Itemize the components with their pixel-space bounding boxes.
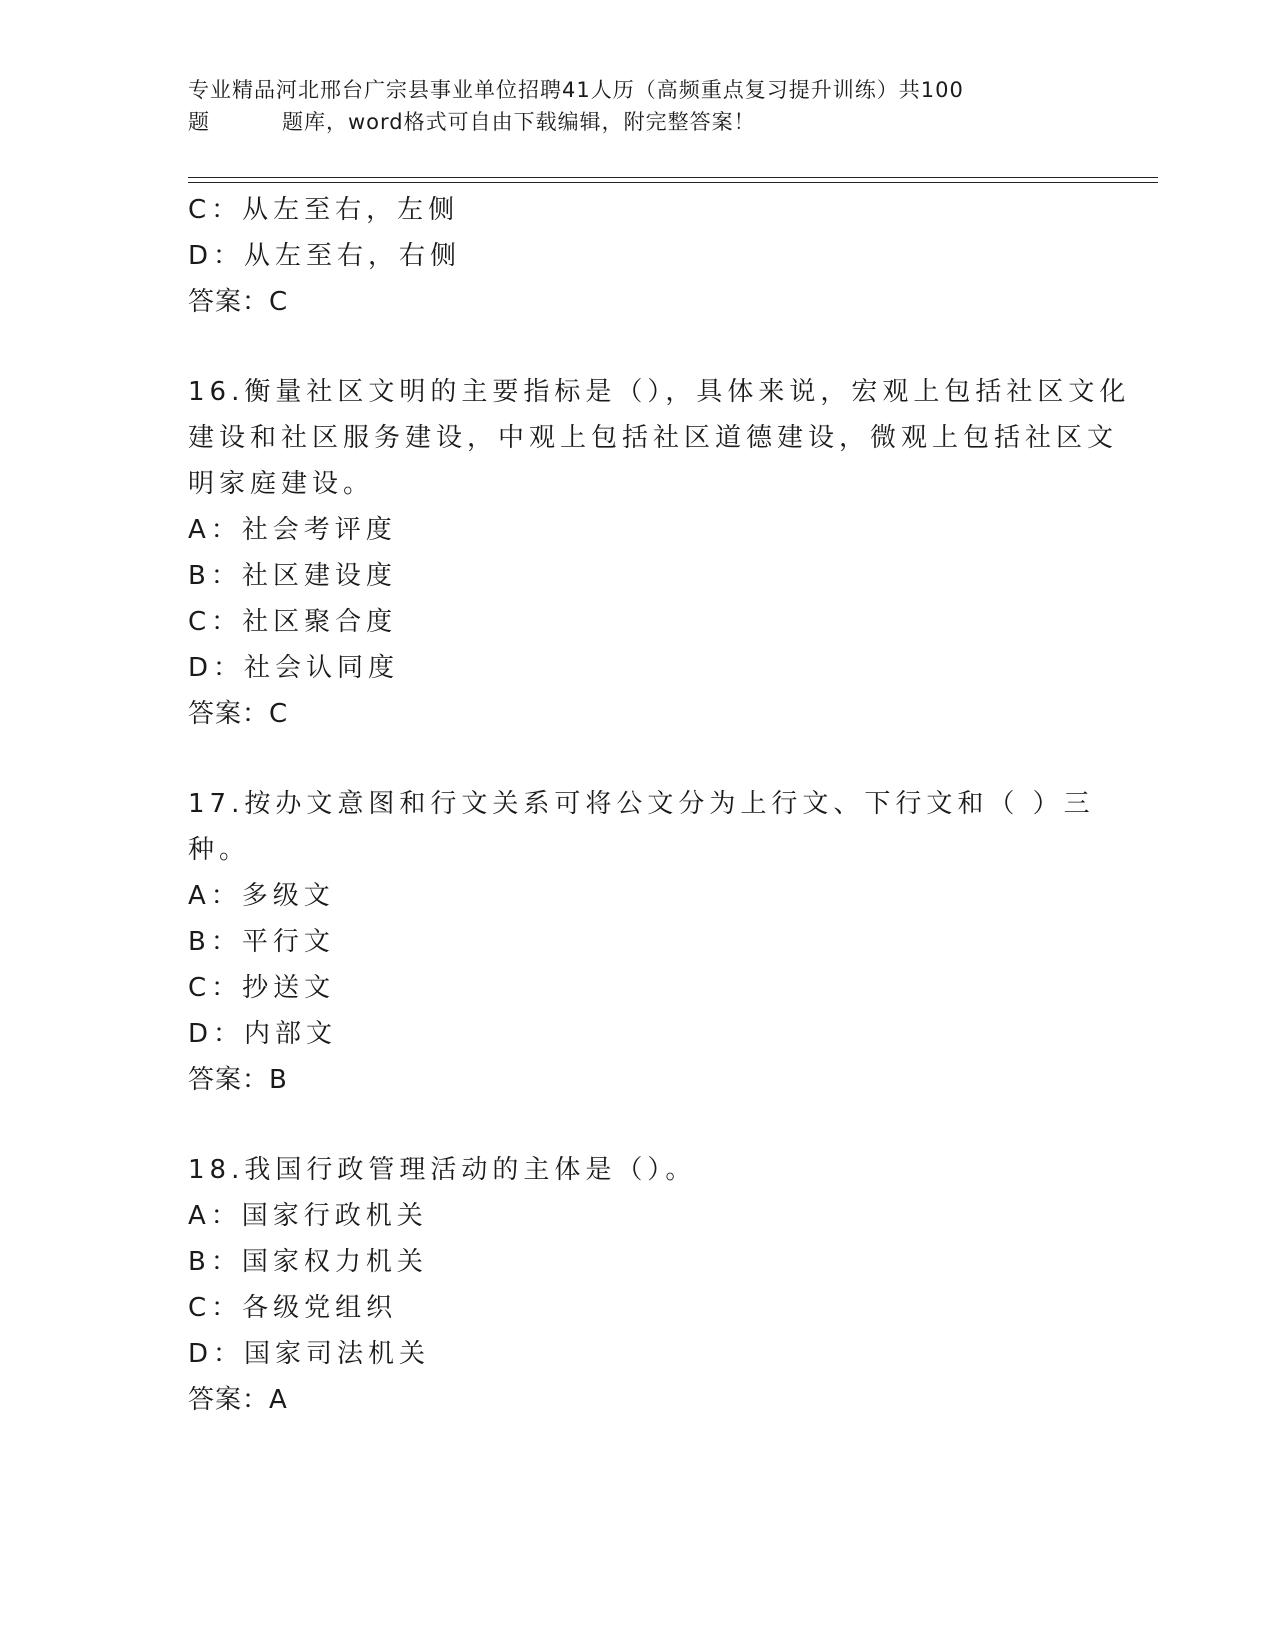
option-c: C：各级党组织 xyxy=(188,1293,398,1323)
option-b: B：平行文 xyxy=(188,927,335,957)
spacer xyxy=(188,325,1088,369)
answer-line: 答案：A xyxy=(188,1385,288,1415)
option-b: B：国家权力机关 xyxy=(188,1247,428,1277)
option-c: C：从左至右，左侧 xyxy=(188,195,460,225)
header-gap xyxy=(210,106,282,138)
page-header xyxy=(188,74,1088,138)
question-17 xyxy=(188,781,1095,1103)
question-stem-line: 17.按办文意图和行文关系可将公文分为上行文、下行文和（ ）三 xyxy=(188,789,1095,819)
question-stem-line: 建设和社区服务建设，中观上包括社区道德建设，微观上包括社区文 xyxy=(188,423,1119,453)
option-a: A：国家行政机关 xyxy=(188,1201,428,1231)
option-a: A：社会考评度 xyxy=(188,515,397,545)
question-18 xyxy=(188,1147,1088,1423)
question-16 xyxy=(188,369,1131,737)
header-divider-bottom xyxy=(188,182,1158,183)
header-title-line-1: 专业精品河北邢台广宗县事业单位招聘41人历（高频重点复习提升训练）共100 xyxy=(188,78,964,102)
option-b: B：社区建设度 xyxy=(188,561,397,591)
option-c: C：抄送文 xyxy=(188,973,336,1003)
header-line-2-left: 题 xyxy=(188,110,210,134)
header-divider-top xyxy=(188,177,1158,178)
option-d: D：从左至右，右侧 xyxy=(188,241,462,271)
option-d: D：内部文 xyxy=(188,1019,338,1049)
continued-question xyxy=(188,187,1088,325)
question-stem-line: 16.衡量社区文明的主要指标是（），具体来说，宏观上包括社区文化 xyxy=(188,377,1131,407)
question-stem-line: 18.我国行政管理活动的主体是（）。 xyxy=(188,1155,697,1185)
option-d: D：社会认同度 xyxy=(188,653,400,683)
answer-line: 答案：C xyxy=(188,287,289,317)
question-stem-line: 种。 xyxy=(188,835,251,865)
option-d: D：国家司法机关 xyxy=(188,1339,431,1369)
answer-line: 答案：B xyxy=(188,1065,288,1095)
question-stem-line: 明家庭建设。 xyxy=(188,469,375,499)
header-line-2-right: 题库，word格式可自由下载编辑，附完整答案！ xyxy=(282,110,756,134)
option-a: A：多级文 xyxy=(188,881,335,911)
header-title-line-2 xyxy=(188,106,1088,138)
answer-line: 答案：C xyxy=(188,699,289,729)
document-body xyxy=(188,187,1131,1423)
option-c: C：社区聚合度 xyxy=(188,607,398,637)
spacer xyxy=(188,1103,1088,1147)
spacer xyxy=(188,737,1088,781)
